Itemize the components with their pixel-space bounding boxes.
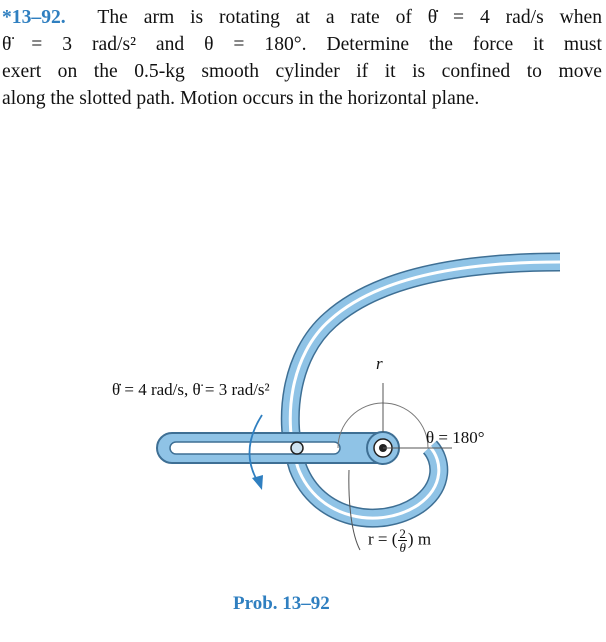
problem-line-3: exert on the 0.5-kg smooth cylinder if it is confined to move bbox=[2, 61, 602, 82]
path-eq-den: θ bbox=[399, 540, 406, 555]
path-eq-suffix: ) m bbox=[407, 529, 432, 549]
problem-text-1: The arm is rotating at a rate of θ̇ = 4 rad/s when bbox=[97, 7, 603, 28]
path-eq-fraction bbox=[398, 527, 407, 554]
slotted-arm bbox=[157, 433, 397, 463]
figure-caption: Prob. 13–92 bbox=[233, 593, 330, 614]
theta-label: θ = 180° bbox=[426, 428, 485, 447]
problem-line-2: θ̈ = 3 rad/s² and θ = 180°. Determine the force it must bbox=[2, 34, 602, 55]
angular-rate-label: θ̇ = 4 rad/s, θ̈ = 3 rad/s² bbox=[112, 380, 270, 399]
cylinder bbox=[291, 442, 303, 454]
path-equation bbox=[368, 527, 431, 554]
spiral-slot-path bbox=[290, 262, 560, 518]
problem-line-4: along the slotted path. Motion occurs in the horizontal plane. bbox=[2, 88, 480, 109]
path-eq-num: 2 bbox=[399, 526, 406, 541]
r-label: r bbox=[376, 354, 383, 373]
path-eq-prefix: r = ( bbox=[368, 529, 398, 549]
problem-number: *13–92. bbox=[2, 7, 66, 28]
